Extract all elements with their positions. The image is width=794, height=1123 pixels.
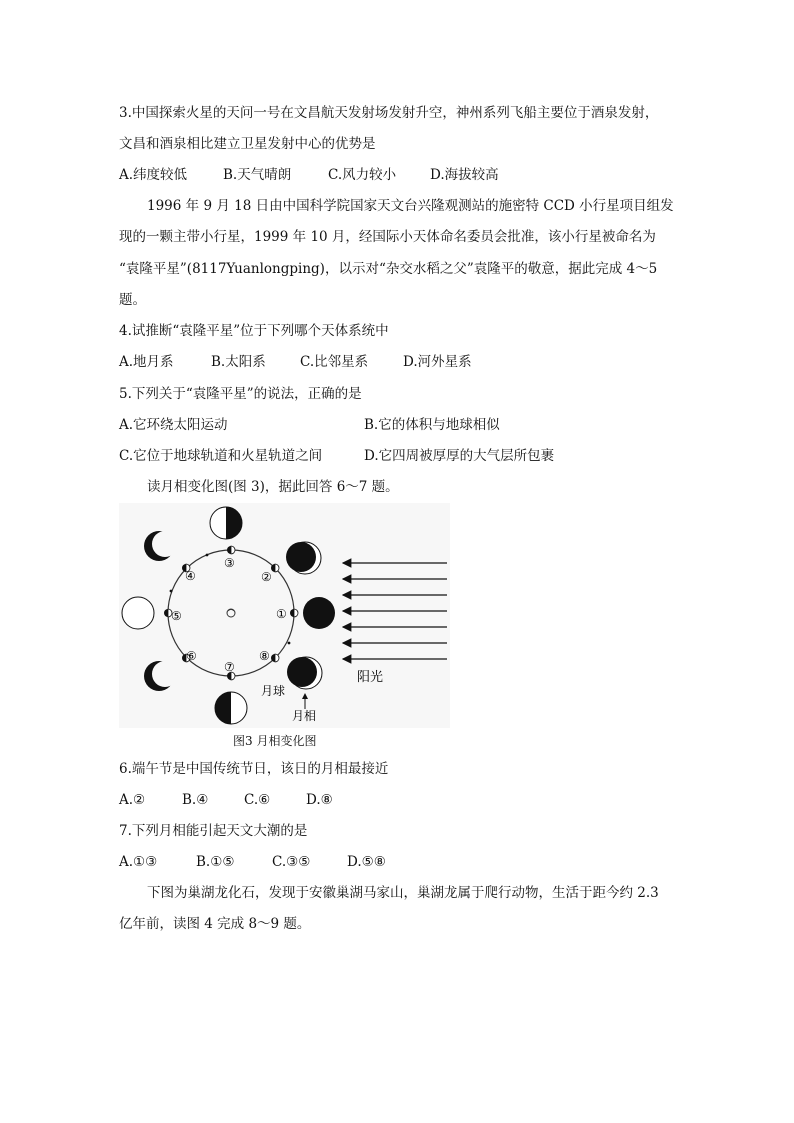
position-label-6: ⑥ xyxy=(186,649,197,663)
q5-option-b: B.它的体积与地球相似 xyxy=(364,417,500,433)
q3-option-d: D.海拔较高 xyxy=(430,167,499,183)
orbit-moon-8 xyxy=(271,654,279,662)
position-label-7: ⑦ xyxy=(224,660,235,674)
intro45-line1: 1996 年 9 月 18 日由中国科学院国家天文台兴隆观测站的施密特 CCD 小行星项目组发 xyxy=(147,198,674,214)
q5-option-c: C.它位于地球轨道和火星轨道之间 xyxy=(119,448,323,464)
q3-option-a: A.纬度较低 xyxy=(119,167,188,183)
intro45-line2: 现的一颗主带小行星，1999 年 10 月，经国际小天体命名委员会批准，该小行星被命名为 xyxy=(119,229,656,245)
orbit-moon-3 xyxy=(227,546,235,554)
q6-option-d: D.⑧ xyxy=(306,792,333,808)
q3-option-b: B.天气晴朗 xyxy=(223,167,292,183)
intro45-line4: 题。 xyxy=(119,292,146,308)
position-label-3: ③ xyxy=(224,556,235,570)
q7-option-b: B.①⑤ xyxy=(196,854,235,870)
intro67: 读月相变化图(图 3)，据此回答 6～7 题。 xyxy=(147,479,399,495)
position-label-2: ② xyxy=(261,570,272,584)
sunlight-label: 阳光 xyxy=(357,670,384,685)
moon-label: 月球 xyxy=(261,684,286,698)
q4-option-d: D.河外星系 xyxy=(403,354,472,370)
intro89-line2: 亿年前，读图 4 完成 8～9 题。 xyxy=(119,916,311,932)
q7-option-a: A.①③ xyxy=(119,854,158,870)
position-label-8: ⑧ xyxy=(259,649,270,663)
orbit-moon-1 xyxy=(290,609,298,617)
intro89-line1: 下图为巢湖龙化石，发现于安徽巢湖马家山，巢湖龙属于爬行动物，生活于距今约 2.3 xyxy=(147,885,659,901)
position-label-5: ⑤ xyxy=(171,609,182,623)
q7-option-c: C.③⑤ xyxy=(272,854,311,870)
moon-phase-figure xyxy=(119,503,450,728)
q6-option-b: B.④ xyxy=(182,792,209,808)
figure-caption: 图3 月相变化图 xyxy=(233,734,317,748)
phase-full-moon-icon xyxy=(122,597,154,629)
phase-new-moon-icon xyxy=(303,597,335,629)
q5-stem: 5.下列关于“袁隆平星”的说法，正确的是 xyxy=(119,386,362,402)
q3-stem-line1: 3.中国探索火星的天问一号在文昌航天发射场发射升空，神州系列飞船主要位于酒泉发射， xyxy=(119,105,659,121)
position-label-4: ④ xyxy=(185,569,196,583)
q6-option-a: A.② xyxy=(119,792,146,808)
q5-option-d: D.它四周被厚厚的大气层所包裹 xyxy=(364,448,555,464)
q7-stem: 7.下列月相能引起天文大潮的是 xyxy=(119,823,308,839)
phase-top-quarter-icon xyxy=(210,507,242,539)
phase-bottom-quarter-icon xyxy=(215,692,247,724)
orbit-moon-2 xyxy=(271,564,279,572)
q4-option-b: B.太阳系 xyxy=(211,354,266,370)
q6-option-c: C.⑥ xyxy=(244,792,271,808)
q7-option-d: D.⑤⑧ xyxy=(347,854,386,870)
phase-label: 月相 xyxy=(292,709,317,723)
position-label-1: ① xyxy=(276,607,287,621)
q3-option-c: C.风力较小 xyxy=(328,167,397,183)
q4-option-a: A.地月系 xyxy=(119,354,174,370)
q4-option-c: C.比邻星系 xyxy=(300,354,369,370)
q5-option-a: A.它环绕太阳运动 xyxy=(119,417,228,433)
intro45-line3: “袁隆平星”(8117Yuanlongping)，以示对“杂交水稻之父”袁隆平的敬意，据此完成 4～5 xyxy=(119,261,658,277)
q6-stem: 6.端午节是中国传统节日，该日的月相最接近 xyxy=(119,761,389,777)
q4-stem: 4.试推断“袁隆平星”位于下列哪个天体系统中 xyxy=(119,323,389,339)
q3-stem-line2: 文昌和酒泉相比建立卫星发射中心的优势是 xyxy=(119,136,376,152)
